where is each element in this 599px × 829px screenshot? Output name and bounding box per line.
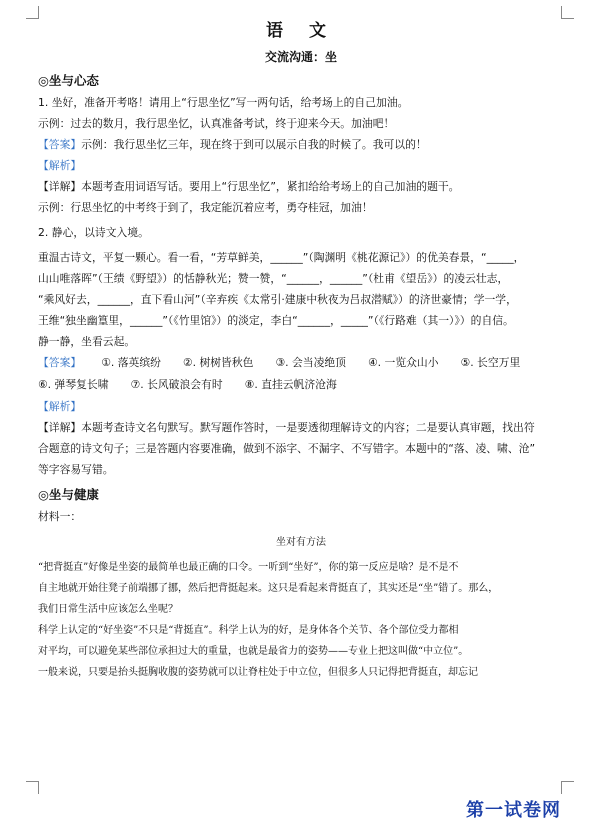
- analysis-label: 【解析】: [38, 159, 82, 172]
- question-2-line: 静一静，坐看云起。: [38, 335, 136, 348]
- analysis-line: 合题意的诗文句子；三是答题内容要准确，做到不添字、不漏字、不写错字。本题中的“落、凌、啸、沧”: [38, 442, 536, 455]
- question-2-answers-row-2: [38, 374, 564, 396]
- question-1-example: 示例：过去的数月，我行思坐忆，认真准备考试，终于迎来今天。加油吧！: [38, 117, 395, 130]
- answer-label: 【答案】: [38, 356, 82, 369]
- question-2-line: 山山唯落晖”（王绩《野望》）的恬静秋光；赞一赞，“______，______”（杜甫《望岳》）的凌云壮志，: [38, 272, 509, 285]
- article-line: 对平均，可以避免某些部位承担过大的重量，也就是最省力的姿势——专业上把这叫做“中立位”。: [38, 646, 469, 657]
- answer-item: ①. 落英缤纷: [101, 356, 161, 369]
- analysis-line: 等字容易写错。: [38, 463, 114, 476]
- crop-mark-bottom-left: [26, 781, 39, 794]
- answer-item: ②. 树树皆秋色: [182, 356, 254, 369]
- answer-item: ⑦. 长风破浪会有时: [130, 378, 223, 391]
- crop-mark-bottom-right: [561, 781, 574, 794]
- article-line: 我们日常生活中应该怎么坐呢？: [38, 604, 178, 615]
- answer-item: ⑥. 弹琴复长啸: [38, 378, 109, 391]
- article-line: 科学上认定的“好坐姿”不只是“背挺直”。科学上认为的好，是身体各个关节、各个部位受力都相: [38, 625, 459, 636]
- answer-item: ④. 一览众山小: [367, 356, 439, 369]
- question-2-line: “乘风好去，______，直下看山河”（辛弃疾《太常引·建康中秋夜为吕叔潜赋》）的济世豪情；学一学，: [38, 293, 517, 306]
- article-title: 坐对有方法: [276, 537, 326, 548]
- material-label: 材料一：: [38, 510, 82, 523]
- answer-label: 【答案】: [38, 138, 82, 151]
- site-watermark: 第一试卷网: [466, 800, 561, 821]
- analysis-line: 【详解】本题考查诗文名句默写。默写题作答时，一是要透彻理解诗文的内容；二是要认真审题，找出符: [38, 421, 535, 434]
- article-line: 自主地就开始往凳子前端挪了挪，然后把背挺起来。这只是看起来背挺直了，其实还是“坐”错了。那么，: [38, 583, 499, 594]
- article-line: “把背挺直”好像是坐姿的最简单也最正确的口令。一听到“坐好”，你的第一反应是啥？是不是不: [38, 562, 459, 573]
- answer-item: ⑧. 直挂云帆济沧海: [244, 378, 337, 391]
- question-2-intro: 2. 静心，以诗文入境。: [38, 226, 149, 239]
- question-2-line: 王维“独坐幽篁里，______”（《竹里馆》）的淡定，李白“______，_____”（《行路难（其一）》）的自信。: [38, 314, 514, 327]
- section-heading-mindset: ◎坐与心态: [38, 73, 99, 88]
- page-title: 语 文: [266, 21, 336, 41]
- answer-text: 示例：我行思坐忆三年，现在终于到可以展示自我的时候了。我可以的！: [81, 138, 427, 151]
- question-2-line: 重温古诗文，平复一颗心。看一看，“芳草鲜美，______”（陶渊明《桃花源记》）的优美春景，“_____，: [38, 251, 525, 264]
- question-1-line: 1. 坐好，准备开考咯！请用上“行思坐忆”写一两句话，给考场上的自己加油。: [38, 96, 409, 109]
- question-2-answers-row-1: [38, 352, 564, 374]
- analysis-line: 示例：行思坐忆的中考终于到了，我定能沉着应考，勇夺桂冠，加油！: [38, 201, 373, 214]
- page-subtitle: 交流沟通：坐: [264, 50, 337, 64]
- answer-1: [38, 134, 564, 155]
- analysis-line: 【详解】本题考查用词语写话。要用上“行思坐忆”，紧扣给给考场上的自己加油的题干。: [38, 180, 460, 193]
- analysis-label: 【解析】: [38, 400, 82, 413]
- answer-item: ⑤. 长空万里: [460, 356, 521, 369]
- section-heading-health: ◎坐与健康: [38, 487, 99, 502]
- article-line: 一般来说，只要是抬头挺胸收腹的姿势就可以让脊柱处于中立位，但很多人只记得把背挺直，却忘记: [38, 667, 478, 678]
- document-page: [38, 18, 564, 683]
- answer-item: ③. 会当凌绝顶: [275, 356, 346, 369]
